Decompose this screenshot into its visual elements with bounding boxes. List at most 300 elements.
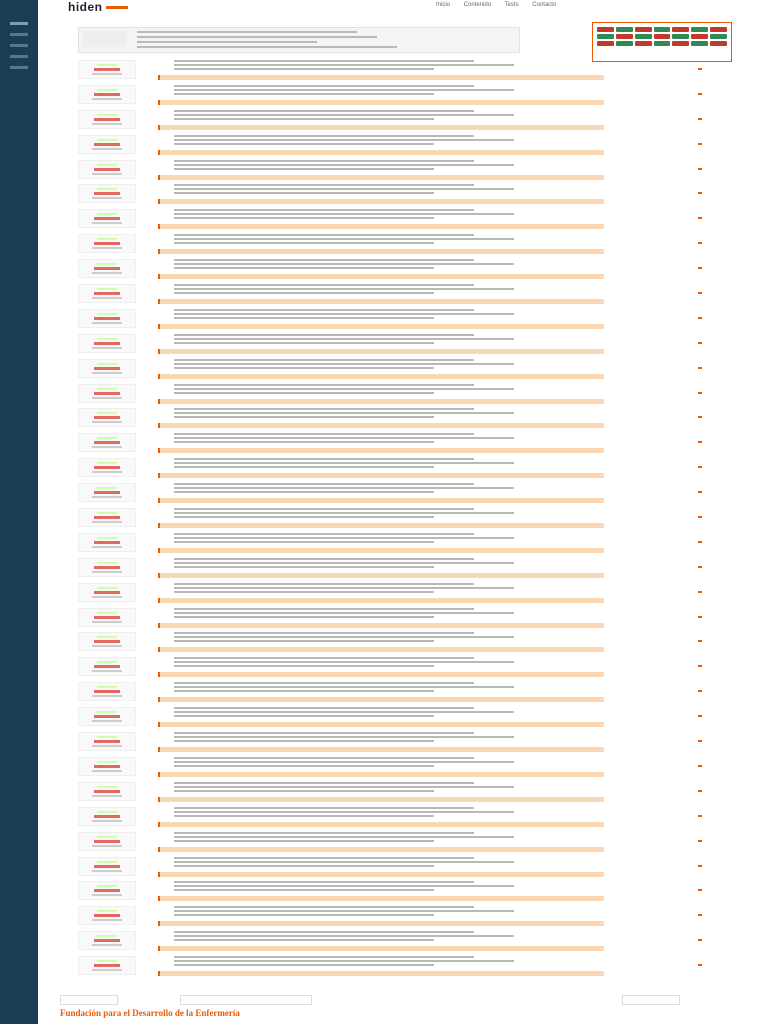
- thumb-badge: [94, 416, 120, 419]
- answer-option[interactable]: [174, 284, 474, 286]
- thumb-badge: [94, 93, 120, 96]
- answer-option[interactable]: [174, 661, 514, 663]
- top-nav-link[interactable]: Tests: [504, 2, 519, 8]
- question-card: [56, 953, 766, 978]
- answer-option[interactable]: [174, 288, 514, 290]
- answer-option[interactable]: [174, 334, 474, 336]
- answer-option[interactable]: [174, 558, 474, 560]
- answer-option[interactable]: [174, 458, 474, 460]
- thumb-badge: [94, 790, 120, 793]
- answer-option[interactable]: [174, 537, 514, 539]
- answer-option[interactable]: [174, 110, 474, 112]
- thumb-badge: [94, 466, 120, 469]
- answer-marker: [698, 217, 702, 219]
- answer-option[interactable]: [174, 217, 434, 219]
- stats-cell: [616, 34, 633, 39]
- answer-marker: [698, 192, 702, 194]
- thumb-line: [97, 139, 117, 141]
- answer-option[interactable]: [174, 508, 474, 510]
- answer-marker: [698, 143, 702, 145]
- stats-cell: [597, 34, 614, 39]
- question-body: [160, 108, 600, 120]
- stats-cell: [635, 41, 652, 46]
- page-selector[interactable]: [180, 995, 312, 1005]
- question-thumbnail: [78, 732, 136, 751]
- answer-feedback: [158, 946, 604, 951]
- question-card: [56, 231, 766, 256]
- answer-option[interactable]: [174, 636, 514, 638]
- answer-option[interactable]: [174, 441, 434, 443]
- question-body: [160, 382, 600, 394]
- answer-option[interactable]: [174, 736, 514, 738]
- answer-option[interactable]: [174, 956, 474, 958]
- question-card: [56, 405, 766, 430]
- answer-marker: [698, 964, 702, 966]
- thumb-line: [92, 173, 122, 175]
- question-card: [56, 430, 766, 455]
- info-line: [137, 36, 377, 38]
- thumb-line: [97, 338, 117, 340]
- answer-marker: [698, 466, 702, 468]
- thumb-line: [97, 238, 117, 240]
- answer-option[interactable]: [174, 491, 434, 493]
- thumb-badge: [94, 118, 120, 121]
- thumb-line: [97, 661, 117, 663]
- answer-option[interactable]: [174, 168, 434, 170]
- thumb-badge: [94, 566, 120, 569]
- answer-option[interactable]: [174, 213, 514, 215]
- answer-option[interactable]: [174, 367, 434, 369]
- thumb-badge: [94, 640, 120, 643]
- answer-feedback: [158, 598, 604, 603]
- thumb-badge: [94, 342, 120, 345]
- answer-option[interactable]: [174, 238, 514, 240]
- question-card: [56, 854, 766, 879]
- answer-option[interactable]: [174, 616, 434, 618]
- answer-option[interactable]: [174, 836, 514, 838]
- thumb-badge: [94, 143, 120, 146]
- answer-marker: [698, 367, 702, 369]
- question-thumbnail: [78, 881, 136, 900]
- answer-option[interactable]: [174, 811, 514, 813]
- thumb-line: [92, 347, 122, 349]
- thumb-line: [97, 213, 117, 215]
- answer-option[interactable]: [174, 60, 474, 62]
- question-body: [160, 655, 600, 667]
- answer-marker: [698, 690, 702, 692]
- stats-cell: [616, 41, 633, 46]
- thumb-line: [92, 770, 122, 772]
- thumb-badge: [94, 715, 120, 718]
- answer-option[interactable]: [174, 815, 434, 817]
- question-thumbnail: [78, 931, 136, 950]
- answer-option[interactable]: [174, 612, 514, 614]
- thumb-badge: [94, 765, 120, 768]
- answer-option[interactable]: [174, 313, 514, 315]
- answer-option[interactable]: [174, 840, 434, 842]
- answer-option[interactable]: [174, 309, 474, 311]
- question-thumbnail: [78, 956, 136, 975]
- question-card: [56, 132, 766, 157]
- answer-option[interactable]: [174, 483, 474, 485]
- answer-option[interactable]: [174, 338, 514, 340]
- answer-option[interactable]: [174, 437, 514, 439]
- answer-marker: [698, 516, 702, 518]
- answer-option[interactable]: [174, 114, 514, 116]
- answer-marker: [698, 616, 702, 618]
- thumb-badge: [94, 889, 120, 892]
- thumb-line: [92, 471, 122, 473]
- question-card: [56, 256, 766, 281]
- answer-option[interactable]: [174, 541, 434, 543]
- answer-option[interactable]: [174, 209, 474, 211]
- stats-cell: [672, 41, 689, 46]
- answer-option[interactable]: [174, 259, 474, 261]
- answer-feedback: [158, 399, 604, 404]
- question-body: [160, 705, 600, 717]
- answer-option[interactable]: [174, 807, 474, 809]
- answer-feedback: [158, 523, 604, 528]
- thumb-line: [97, 412, 117, 414]
- thumb-badge: [94, 242, 120, 245]
- question-thumbnail: [78, 857, 136, 876]
- question-body: [160, 531, 600, 543]
- thumb-line: [92, 621, 122, 623]
- question-body: [160, 805, 600, 817]
- answer-feedback: [158, 224, 604, 229]
- stats-note: [593, 46, 731, 50]
- brand-logo[interactable]: [68, 0, 128, 14]
- question-thumbnail: [78, 608, 136, 627]
- answer-option[interactable]: [174, 865, 434, 867]
- thumb-badge: [94, 740, 120, 743]
- thumb-line: [92, 820, 122, 822]
- thumb-line: [92, 695, 122, 697]
- thumb-line: [92, 870, 122, 872]
- thumb-line: [92, 670, 122, 672]
- answer-option[interactable]: [174, 757, 474, 759]
- question-card: [56, 505, 766, 530]
- question-body: [160, 133, 600, 145]
- thumb-line: [97, 363, 117, 365]
- answer-option[interactable]: [174, 164, 514, 166]
- question-thumbnail: [78, 657, 136, 676]
- top-bar: [56, 0, 766, 14]
- question-card: [56, 107, 766, 132]
- answer-option[interactable]: [174, 188, 514, 190]
- answer-marker: [698, 342, 702, 344]
- thumb-badge: [94, 541, 120, 544]
- thumb-line: [92, 247, 122, 249]
- answer-option[interactable]: [174, 342, 434, 344]
- answer-option[interactable]: [174, 466, 434, 468]
- answer-marker: [698, 865, 702, 867]
- question-thumbnail: [78, 384, 136, 403]
- answer-feedback: [158, 772, 604, 777]
- thumb-badge: [94, 441, 120, 444]
- answer-option[interactable]: [174, 462, 514, 464]
- answer-feedback: [158, 75, 604, 80]
- thumb-line: [97, 437, 117, 439]
- sidebar-item[interactable]: [10, 44, 28, 47]
- answer-option[interactable]: [174, 939, 434, 941]
- answer-option[interactable]: [174, 632, 474, 634]
- answer-option[interactable]: [174, 512, 514, 514]
- question-body: [160, 830, 600, 842]
- thumb-badge: [94, 840, 120, 843]
- answer-feedback: [158, 697, 604, 702]
- answer-option[interactable]: [174, 861, 514, 863]
- stats-cell: [691, 27, 708, 32]
- thumb-line: [97, 960, 117, 962]
- answer-option[interactable]: [174, 388, 514, 390]
- answer-option[interactable]: [174, 761, 514, 763]
- question-card: [56, 181, 766, 206]
- answer-option[interactable]: [174, 790, 434, 792]
- info-line: [137, 31, 357, 33]
- answer-option[interactable]: [174, 433, 474, 435]
- answer-option[interactable]: [174, 715, 434, 717]
- answer-option[interactable]: [174, 740, 434, 742]
- question-thumbnail: [78, 583, 136, 602]
- info-line: [137, 41, 317, 43]
- question-body: [160, 232, 600, 244]
- answer-option[interactable]: [174, 583, 474, 585]
- answer-marker: [698, 416, 702, 418]
- logo-accent: [106, 6, 128, 9]
- answer-option[interactable]: [174, 184, 474, 186]
- answer-option[interactable]: [174, 408, 474, 410]
- question-card: [56, 779, 766, 804]
- answer-marker: [698, 267, 702, 269]
- question-card: [56, 281, 766, 306]
- question-body: [160, 58, 600, 70]
- top-nav-link[interactable]: Inicio: [436, 2, 451, 8]
- thumb-line: [92, 222, 122, 224]
- answer-option[interactable]: [174, 359, 474, 361]
- answer-option[interactable]: [174, 889, 434, 891]
- answer-option[interactable]: [174, 392, 434, 394]
- answer-option[interactable]: [174, 640, 434, 642]
- answer-option[interactable]: [174, 562, 514, 564]
- answer-marker: [698, 441, 702, 443]
- answer-option[interactable]: [174, 118, 434, 120]
- question-thumbnail: [78, 807, 136, 826]
- answer-option[interactable]: [174, 135, 474, 137]
- answer-option[interactable]: [174, 964, 434, 966]
- sidebar-item[interactable]: [10, 66, 28, 69]
- question-thumbnail: [78, 707, 136, 726]
- answer-option[interactable]: [174, 587, 514, 589]
- thumb-badge: [94, 68, 120, 71]
- answer-option[interactable]: [174, 686, 514, 688]
- answer-option[interactable]: [174, 707, 474, 709]
- answer-feedback: [158, 125, 604, 130]
- thumb-line: [97, 736, 117, 738]
- answer-option[interactable]: [174, 234, 474, 236]
- answer-option[interactable]: [174, 139, 514, 141]
- question-card: [56, 829, 766, 854]
- thumb-line: [97, 587, 117, 589]
- answer-feedback: [158, 822, 604, 827]
- question-thumbnail: [78, 184, 136, 203]
- answer-feedback: [158, 623, 604, 628]
- answer-marker: [698, 765, 702, 767]
- question-thumbnail: [78, 60, 136, 79]
- answer-option[interactable]: [174, 881, 474, 883]
- question-thumbnail: [78, 209, 136, 228]
- prev-button[interactable]: [60, 995, 118, 1005]
- question-card: [56, 878, 766, 903]
- answer-option[interactable]: [174, 960, 514, 962]
- title-block: [56, 14, 642, 23]
- answer-option[interactable]: [174, 68, 434, 70]
- thumb-line: [92, 795, 122, 797]
- answer-option[interactable]: [174, 516, 434, 518]
- top-nav-link[interactable]: Contenido: [463, 2, 492, 8]
- thumb-line: [92, 446, 122, 448]
- answer-option[interactable]: [174, 566, 434, 568]
- answer-option[interactable]: [174, 242, 434, 244]
- answer-option[interactable]: [174, 64, 514, 66]
- thumb-line: [97, 89, 117, 91]
- top-nav-link[interactable]: Contacto: [532, 2, 557, 8]
- answer-feedback: [158, 872, 604, 877]
- thumb-line: [97, 388, 117, 390]
- thumb-badge: [94, 865, 120, 868]
- answer-option[interactable]: [174, 85, 474, 87]
- question-card: [56, 206, 766, 231]
- stats-cell: [654, 27, 671, 32]
- sidebar-item[interactable]: [10, 22, 28, 25]
- question-body: [160, 929, 600, 941]
- question-body: [160, 630, 600, 642]
- question-card: [56, 381, 766, 406]
- thumb-line: [97, 288, 117, 290]
- question-body: [160, 406, 600, 418]
- thumb-line: [97, 114, 117, 116]
- answer-option[interactable]: [174, 143, 434, 145]
- answer-option[interactable]: [174, 782, 474, 784]
- stats-cell: [654, 34, 671, 39]
- question-card: [56, 754, 766, 779]
- question-body: [160, 456, 600, 468]
- question-body: [160, 556, 600, 568]
- answer-option[interactable]: [174, 608, 474, 610]
- answer-option[interactable]: [174, 657, 474, 659]
- answer-feedback: [158, 548, 604, 553]
- question-body: [160, 954, 600, 966]
- footer-title: Fundación para el Desarrollo de la Enfermería: [60, 1008, 240, 1018]
- thumb-line: [92, 98, 122, 100]
- thumb-badge: [94, 192, 120, 195]
- answer-feedback: [158, 722, 604, 727]
- test-info-box: [78, 27, 520, 53]
- answer-option[interactable]: [174, 363, 514, 365]
- next-button[interactable]: [622, 995, 680, 1005]
- thumb-badge: [94, 168, 120, 171]
- answer-option[interactable]: [174, 885, 514, 887]
- question-body: [160, 307, 600, 319]
- thumb-badge: [94, 665, 120, 668]
- sidebar-item[interactable]: [10, 55, 28, 58]
- answer-marker: [698, 640, 702, 642]
- question-thumbnail: [78, 483, 136, 502]
- answer-option[interactable]: [174, 931, 474, 933]
- thumb-line: [92, 845, 122, 847]
- question-card: [56, 704, 766, 729]
- answer-option[interactable]: [174, 317, 434, 319]
- thumb-line: [92, 645, 122, 647]
- answer-option[interactable]: [174, 935, 514, 937]
- answer-option[interactable]: [174, 665, 434, 667]
- answer-option[interactable]: [174, 906, 474, 908]
- thumb-badge: [94, 267, 120, 270]
- thumb-line: [97, 686, 117, 688]
- question-thumbnail: [78, 508, 136, 527]
- thumb-line: [92, 272, 122, 274]
- answer-option[interactable]: [174, 292, 434, 294]
- question-thumbnail: [78, 334, 136, 353]
- answer-option[interactable]: [174, 267, 434, 269]
- thumb-line: [92, 745, 122, 747]
- thumb-badge: [94, 914, 120, 917]
- answer-option[interactable]: [174, 711, 514, 713]
- sidebar-item[interactable]: [10, 33, 28, 36]
- answer-option[interactable]: [174, 690, 434, 692]
- thumb-badge: [94, 392, 120, 395]
- brand-name: hiden: [68, 0, 103, 14]
- question-body: [160, 904, 600, 916]
- answer-option[interactable]: [174, 591, 434, 593]
- answer-option[interactable]: [174, 786, 514, 788]
- answer-option[interactable]: [174, 192, 434, 194]
- answer-feedback: [158, 896, 604, 901]
- answer-option[interactable]: [174, 89, 514, 91]
- answer-option[interactable]: [174, 914, 434, 916]
- answer-option[interactable]: [174, 412, 514, 414]
- thumb-line: [92, 894, 122, 896]
- question-body: [160, 158, 600, 170]
- answer-option[interactable]: [174, 160, 474, 162]
- question-thumbnail: [78, 85, 136, 104]
- question-thumbnail: [78, 433, 136, 452]
- answer-option[interactable]: [174, 384, 474, 386]
- answer-marker: [698, 591, 702, 593]
- question-body: [160, 332, 600, 344]
- top-nav: [436, 2, 568, 8]
- answer-feedback: [158, 921, 604, 926]
- answer-option[interactable]: [174, 487, 514, 489]
- answer-option[interactable]: [174, 765, 434, 767]
- answer-option[interactable]: [174, 533, 474, 535]
- answer-feedback: [158, 299, 604, 304]
- answer-option[interactable]: [174, 416, 434, 418]
- answer-option[interactable]: [174, 263, 514, 265]
- answer-option[interactable]: [174, 910, 514, 912]
- thumb-badge: [94, 292, 120, 295]
- thumb-badge: [94, 491, 120, 494]
- answer-option[interactable]: [174, 682, 474, 684]
- thumb-badge: [94, 815, 120, 818]
- question-thumbnail: [78, 284, 136, 303]
- question-thumbnail: [78, 832, 136, 851]
- answer-option[interactable]: [174, 732, 474, 734]
- stats-cell: [710, 41, 727, 46]
- answer-option[interactable]: [174, 857, 474, 859]
- answer-option[interactable]: [174, 93, 434, 95]
- answer-option[interactable]: [174, 832, 474, 834]
